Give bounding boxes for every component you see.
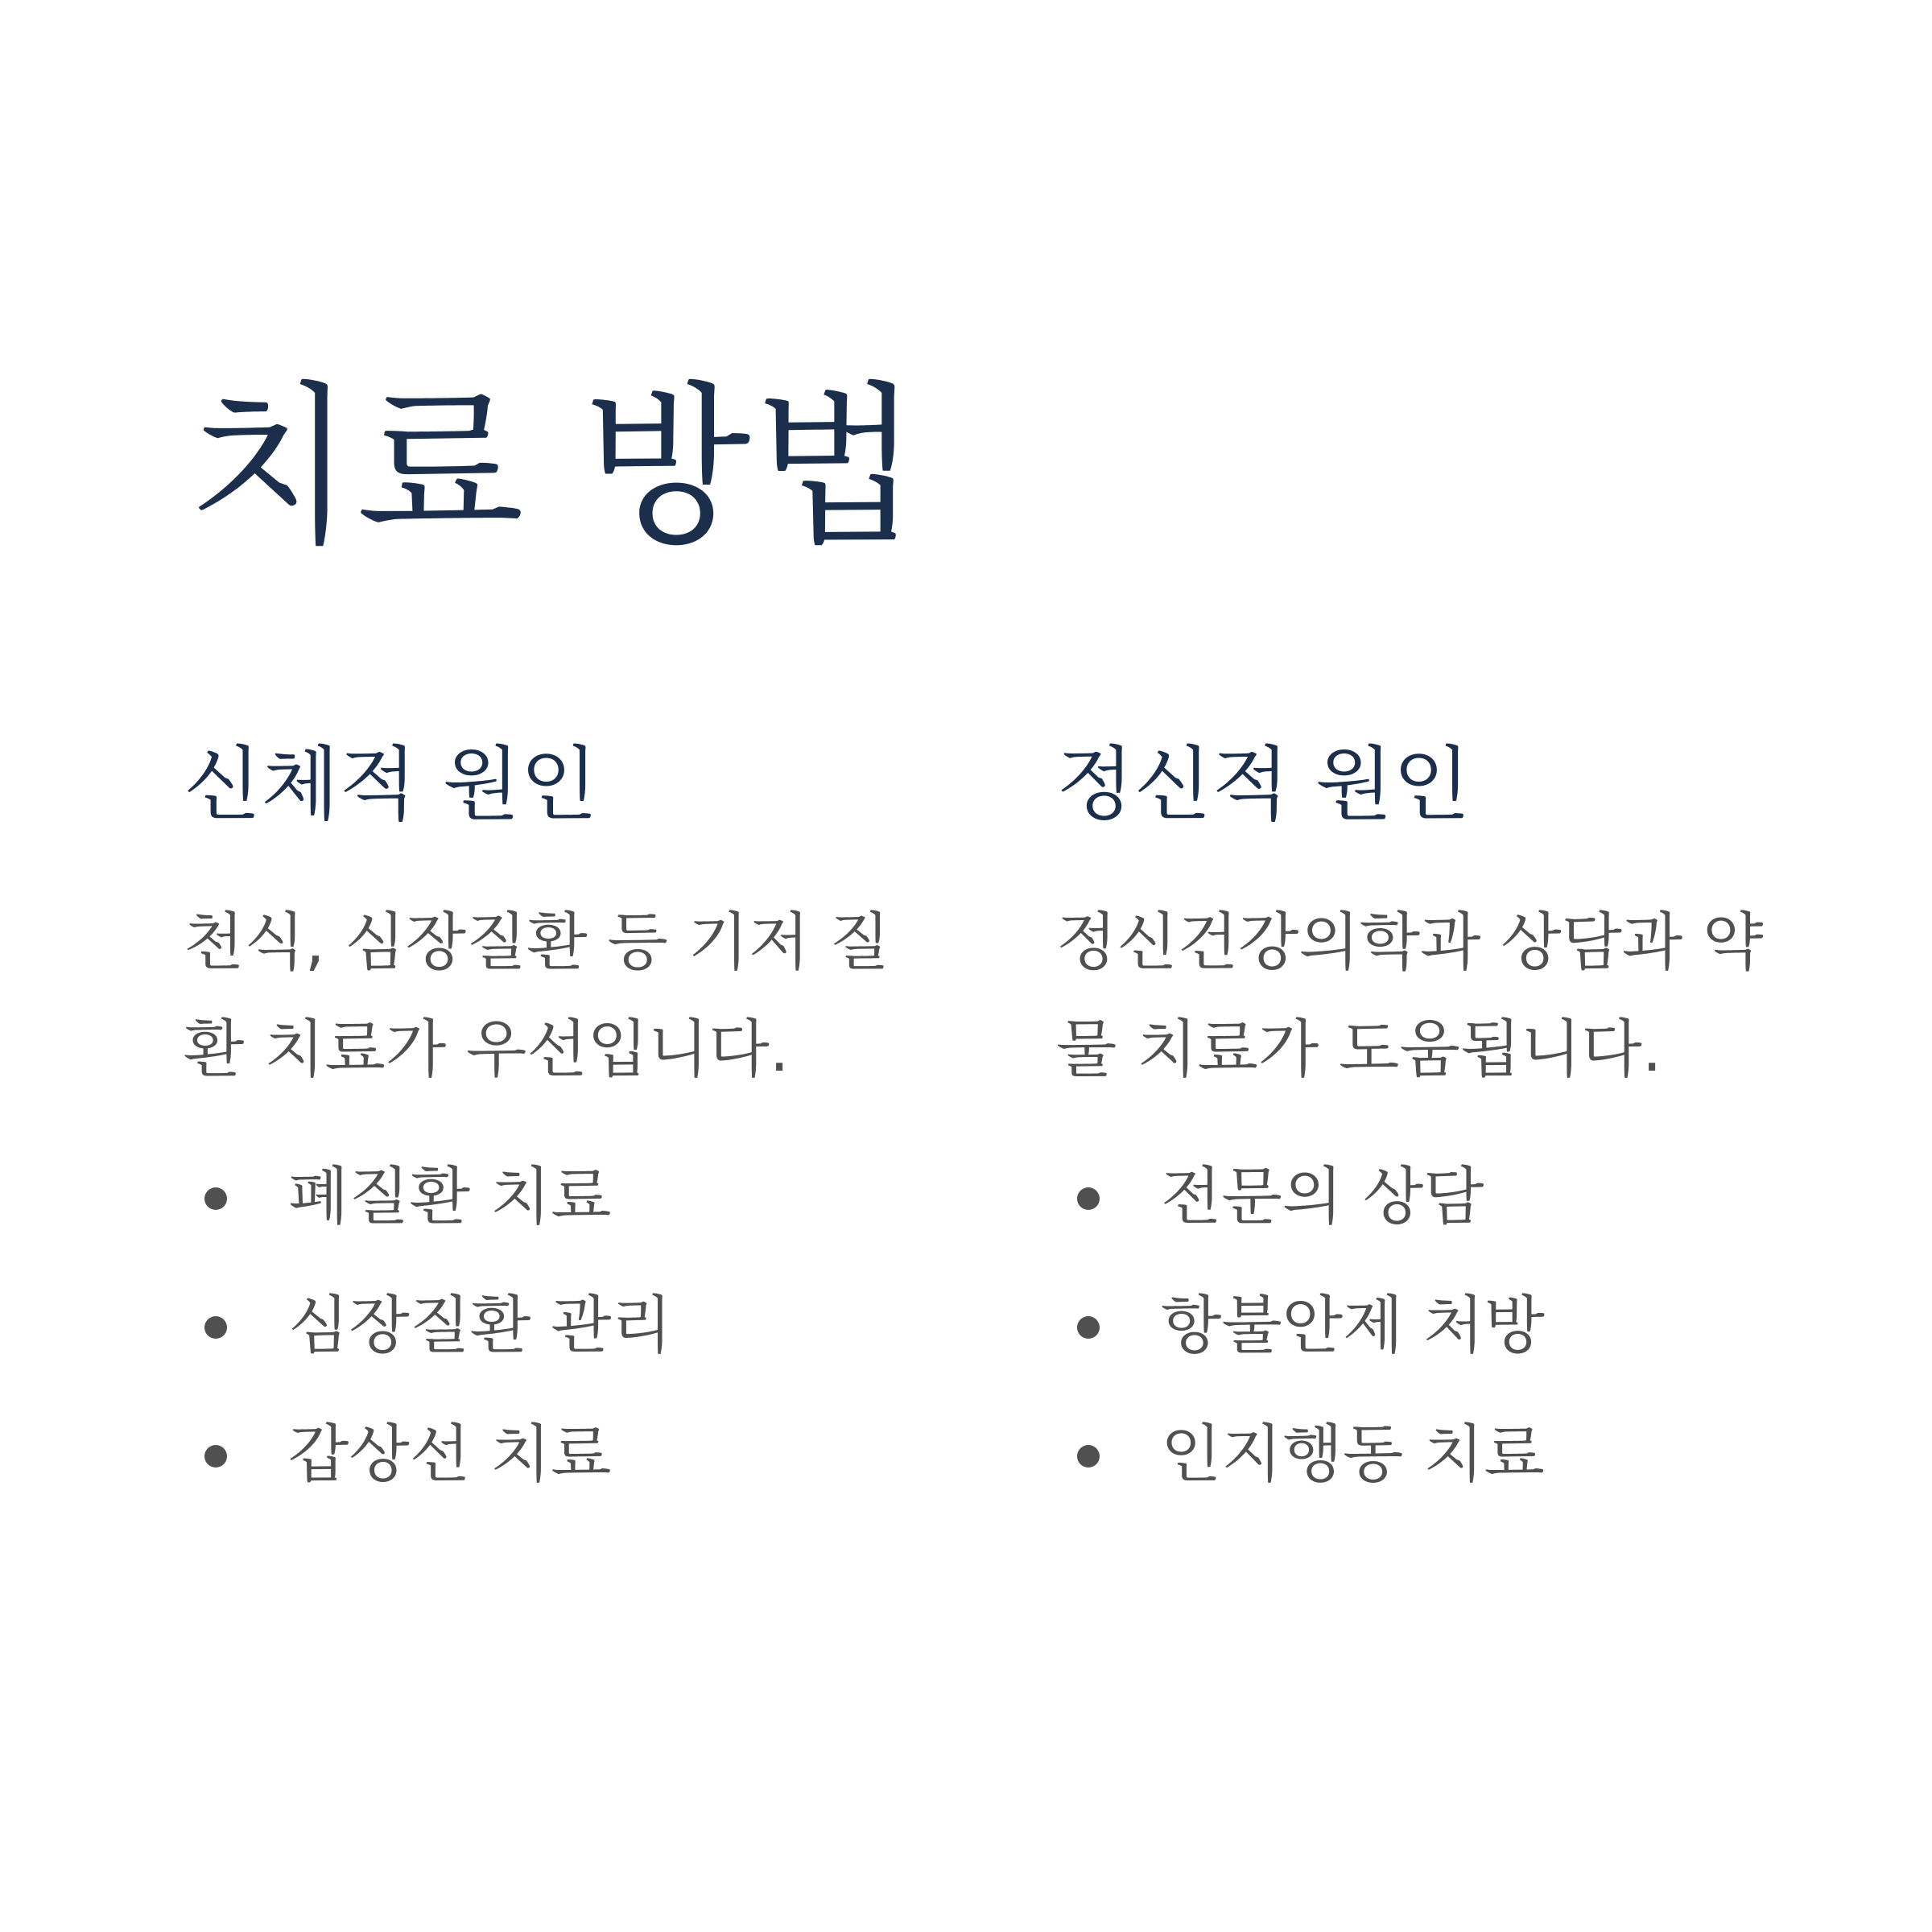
bullet-icon	[204, 1316, 227, 1339]
section-description-mental	[1056, 890, 1764, 1104]
page-title: 치료 방법	[187, 366, 923, 568]
bullet-list-physical	[184, 1133, 876, 1519]
bullet-icon	[204, 1445, 227, 1468]
bullet-icon	[1077, 1445, 1100, 1468]
list-item-label: 항불안제 처방	[1161, 1290, 1545, 1362]
list-item-label: 폐질환 치료	[288, 1161, 612, 1233]
physical-causes-section	[184, 737, 890, 1519]
list-item	[184, 1390, 876, 1519]
list-item	[1056, 1261, 1748, 1390]
list-item	[184, 1133, 876, 1261]
section-description-physical	[184, 890, 890, 1104]
list-item	[184, 1261, 876, 1390]
list-item-label: 인지행동 치료	[1161, 1418, 1545, 1491]
bullet-icon	[204, 1187, 227, 1210]
description-line: 천식, 심장질환 등 기저 질	[184, 906, 890, 979]
bullet-list-mental	[1056, 1133, 1748, 1519]
description-line: 환 치료가 우선입니다.	[184, 1013, 790, 1086]
section-heading-mental: 정신적 원인	[1056, 737, 1471, 832]
list-item-label: 갑상선 치료	[288, 1418, 612, 1491]
mental-causes-section	[1056, 737, 1764, 1519]
section-heading-physical: 신체적 원인	[184, 737, 598, 832]
bullet-icon	[1077, 1187, 1100, 1210]
bullet-icon	[1077, 1316, 1100, 1339]
list-item-label: 전문의 상담	[1161, 1161, 1484, 1233]
description-line: 정신건강의학과 상담과 약	[1056, 906, 1764, 979]
list-item	[1056, 1390, 1748, 1519]
list-item	[1056, 1133, 1748, 1261]
description-line: 물 치료가 도움됩니다.	[1056, 1013, 1662, 1086]
list-item-label: 심장질환 관리	[288, 1290, 672, 1362]
